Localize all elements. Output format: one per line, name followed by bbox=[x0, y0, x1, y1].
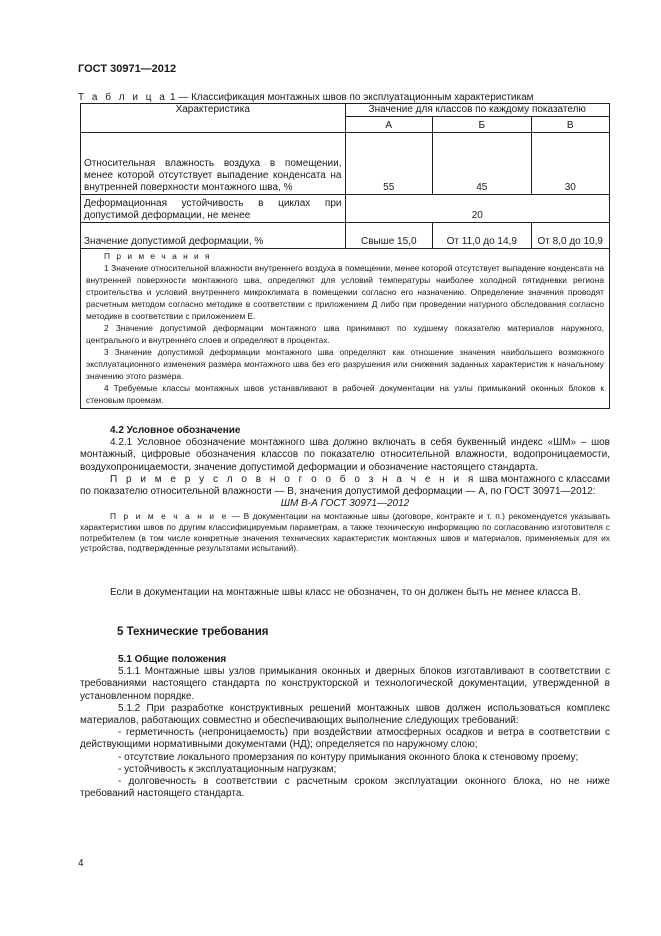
section-4-2 bbox=[80, 425, 610, 554]
section-4-2-title: 4.2 Условное обозначение bbox=[110, 425, 241, 436]
row-deformation-v: От 8,0 до 10,9 bbox=[531, 223, 609, 249]
requirement-item: - устойчивость к эксплуатационным нагрузкам; bbox=[118, 763, 337, 775]
row-deformation-b: От 11,0 до 14,9 bbox=[432, 223, 531, 249]
paragraph-4-2-1: 4.2.1 Условное обозначение монтажного шва должно включать в себя буквенный индекс «ШМ» – шов монтажный, цифровые обозначения классов по показателю относительной влажности, водопроницаемости, воздухопроницаемости, значение допустимой деформации и обозначение настоящего стандарта. bbox=[80, 437, 610, 473]
paragraph-5-1-1: 5.1.1 Монтажные швы узлов примыкания оконных и дверных блоков изготавливают в соответствии с требованиями настоящего стандарта по конструкторской и технологической документации, утвержденной в установленном порядке. bbox=[80, 666, 610, 702]
row-humidity-b: 45 bbox=[432, 133, 531, 195]
section-5-1 bbox=[80, 654, 610, 800]
row-humidity-a: 55 bbox=[345, 133, 432, 195]
table-notes bbox=[81, 249, 610, 409]
section-5-title: 5 Технические требования bbox=[117, 626, 269, 638]
row-cycles-value: 20 bbox=[345, 195, 610, 223]
table-caption-label: Т а б л и ц а bbox=[78, 92, 168, 103]
header-class-b: Б bbox=[432, 117, 531, 133]
example-paragraph bbox=[80, 474, 610, 498]
row-humidity-v: 30 bbox=[531, 133, 609, 195]
paragraph-5-1-2: 5.1.2 При разработке конструктивных решений монтажных швов должен использоваться комплекс материалов, работающих совместно и обеспечивающих выполнение следующих требований: bbox=[80, 702, 610, 727]
requirement-item: - отсутствие локального промерзания по контуру примыкания оконного блока к стеновому проему; bbox=[118, 751, 579, 763]
header-characteristic: Характеристика bbox=[81, 104, 346, 133]
page-number: 4 bbox=[78, 858, 84, 869]
default-class-paragraph bbox=[80, 587, 610, 599]
note-paragraph bbox=[80, 511, 610, 553]
header-values: Значение для классов по каждому показателю bbox=[345, 104, 610, 117]
classification-table bbox=[80, 103, 610, 409]
row-cycles-label: Деформационная устойчивость в циклах при допустимой деформации, не менее bbox=[81, 195, 346, 223]
example-label: П р и м е р у с л о в н о г о о б о з н а ч е н и я bbox=[110, 473, 477, 485]
example-text: шва монтажного с классами по показателю относительной влажности — В, значения допустимой деформации — А, по ГОСТ 30971—2012: bbox=[80, 473, 610, 498]
note-2: 2 Значение допустимой деформации монтажного шва принимают по худшему показателю материалов наружного, центрального и внутреннего слоев и определяют в процентах. bbox=[86, 323, 604, 345]
table-caption bbox=[78, 92, 534, 103]
example-code: ШМ В-А ГОСТ 30971—2012 bbox=[280, 498, 410, 510]
note-label: П р и м е ч а н и е bbox=[110, 511, 229, 522]
requirement-item: - долговечность в соответствии с расчетным сроком эксплуатации оконного блока, но не ниже требований настоящего стандарта. bbox=[80, 776, 610, 800]
header-class-v: В bbox=[531, 117, 609, 133]
note-4: 4 Требуемые классы монтажных швов устанавливают в рабочей документации на узлы примыканий оконных блоков к стеновым проемам. bbox=[86, 383, 604, 405]
notes-title: П р и м е ч а н и я bbox=[104, 251, 212, 261]
note-3: 3 Значение допустимой деформации монтажного шва определяют как отношение значения наибольшего возможного эксплуатационного изменения размера монтажного шва без его разрушения или снижения заданных характеристик к начальному значению этого размера. bbox=[86, 347, 604, 381]
document-code: ГОСТ 30971—2012 bbox=[78, 63, 177, 75]
note-text: — В документации на монтажные швы (договоре, контракте и т. п.) рекомендуется указывать характеристики швов по другим классифицируемым параметрам, а также техническую информацию по согласованию изготовителя с потребителем (в том числе конкретные значения технических характеристик монтажных швов и материалов, применяемых для их устройства, подтвержденные результатами испытаний). bbox=[80, 511, 611, 554]
header-class-a: А bbox=[345, 117, 432, 133]
note-1: 1 Значение относительной влажности внутреннего воздуха в помещении, менее которой отсутствует выпадение конденсата на внутренней поверхности монтажного шва, определяют для условий температуры наиболее холодной пятидневки региона строительства и условий внутреннего микроклимата в помещении согласно его назначению. Определение значения проводят расчетным методом согласно методике в соответствии с приложением Д либо при проведении натурного обследования согласно методике в соответствии с приложением Е. bbox=[86, 263, 604, 321]
row-deformation-a: Свыше 15,0 bbox=[345, 223, 432, 249]
requirement-item: - герметичность (непроницаемость) при воздействии атмосферных осадков и ветра в соответствии с действующими нормативными документами (НД); определяется по наружному слою; bbox=[80, 727, 610, 751]
section-5-1-title: 5.1 Общие положения bbox=[118, 654, 227, 665]
row-deformation-label: Значение допустимой деформации, % bbox=[81, 223, 346, 249]
paragraph-default-class: Если в документации на монтажные швы класс не обозначен, то он должен быть не менее класса В. bbox=[110, 587, 581, 598]
table-caption-text: 1 — Классификация монтажных швов по эксплуатационным характеристикам bbox=[167, 92, 534, 103]
row-humidity-label: Относительная влажность воздуха в помещении, менее которой отсутствует выпадение конденсата на внутренней поверхности монтажного шва, % bbox=[81, 133, 346, 195]
